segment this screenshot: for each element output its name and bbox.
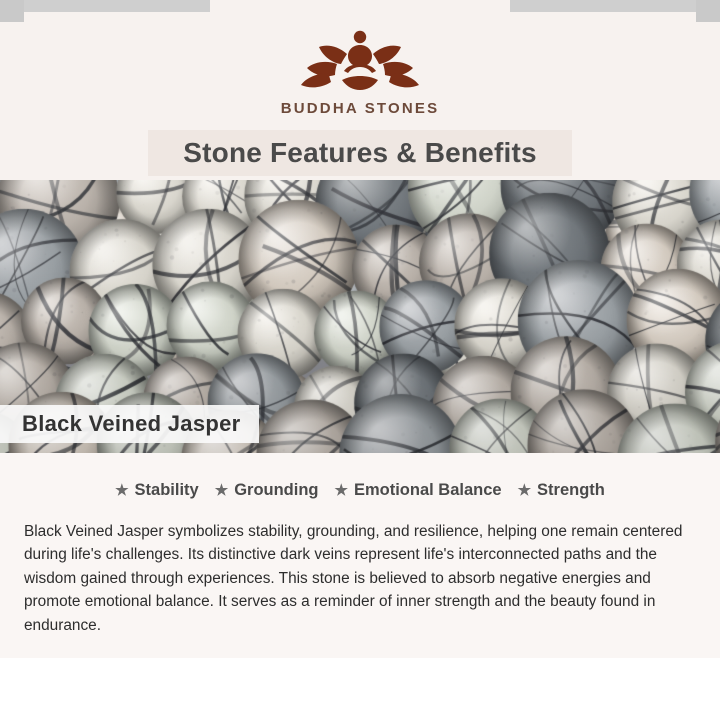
lotus-meditation-figure-icon bbox=[285, 22, 435, 94]
feature-keyword-label: Stability bbox=[134, 481, 199, 499]
feature-keyword bbox=[518, 481, 605, 500]
header-accent-bar-left bbox=[0, 0, 210, 12]
feature-keyword-label: Emotional Balance bbox=[353, 481, 502, 499]
card-header bbox=[0, 0, 720, 180]
header-accent-bar-right bbox=[510, 0, 720, 12]
star-icon: ★ bbox=[517, 482, 532, 499]
brand-name: BUDDHA STONES bbox=[280, 100, 440, 117]
feature-keyword bbox=[335, 481, 502, 500]
footer-whitespace bbox=[0, 658, 720, 720]
star-icon: ★ bbox=[115, 482, 129, 499]
feature-keyword bbox=[115, 481, 199, 500]
stone-description: Black Veined Jasper symbolizes stability, grounding, and resilience, helping one remain centered during life's challenges. Its distinctive dark veins represent life's interconnected paths and the wisdom gained through experiences. This stone is believed to absorb negative energies and promote emotional balance. It serves as a reminder of inner strength and the beauty found in endurance. bbox=[24, 523, 683, 634]
star-icon: ★ bbox=[214, 482, 229, 499]
stone-name-ribbon bbox=[0, 405, 259, 443]
feature-keyword-list bbox=[24, 481, 696, 500]
feature-keyword-label: Strength bbox=[537, 481, 605, 499]
feature-keyword bbox=[215, 481, 319, 500]
section-title-band bbox=[148, 130, 572, 176]
corner-notch-right bbox=[696, 0, 720, 22]
star-icon: ★ bbox=[334, 482, 348, 499]
page-title: Stone Features & Benefits bbox=[183, 137, 537, 168]
feature-keyword-label: Grounding bbox=[234, 481, 319, 499]
stone-name: Black Veined Jasper bbox=[22, 411, 241, 436]
brand-logo bbox=[0, 22, 720, 117]
corner-notch-left bbox=[0, 0, 24, 22]
